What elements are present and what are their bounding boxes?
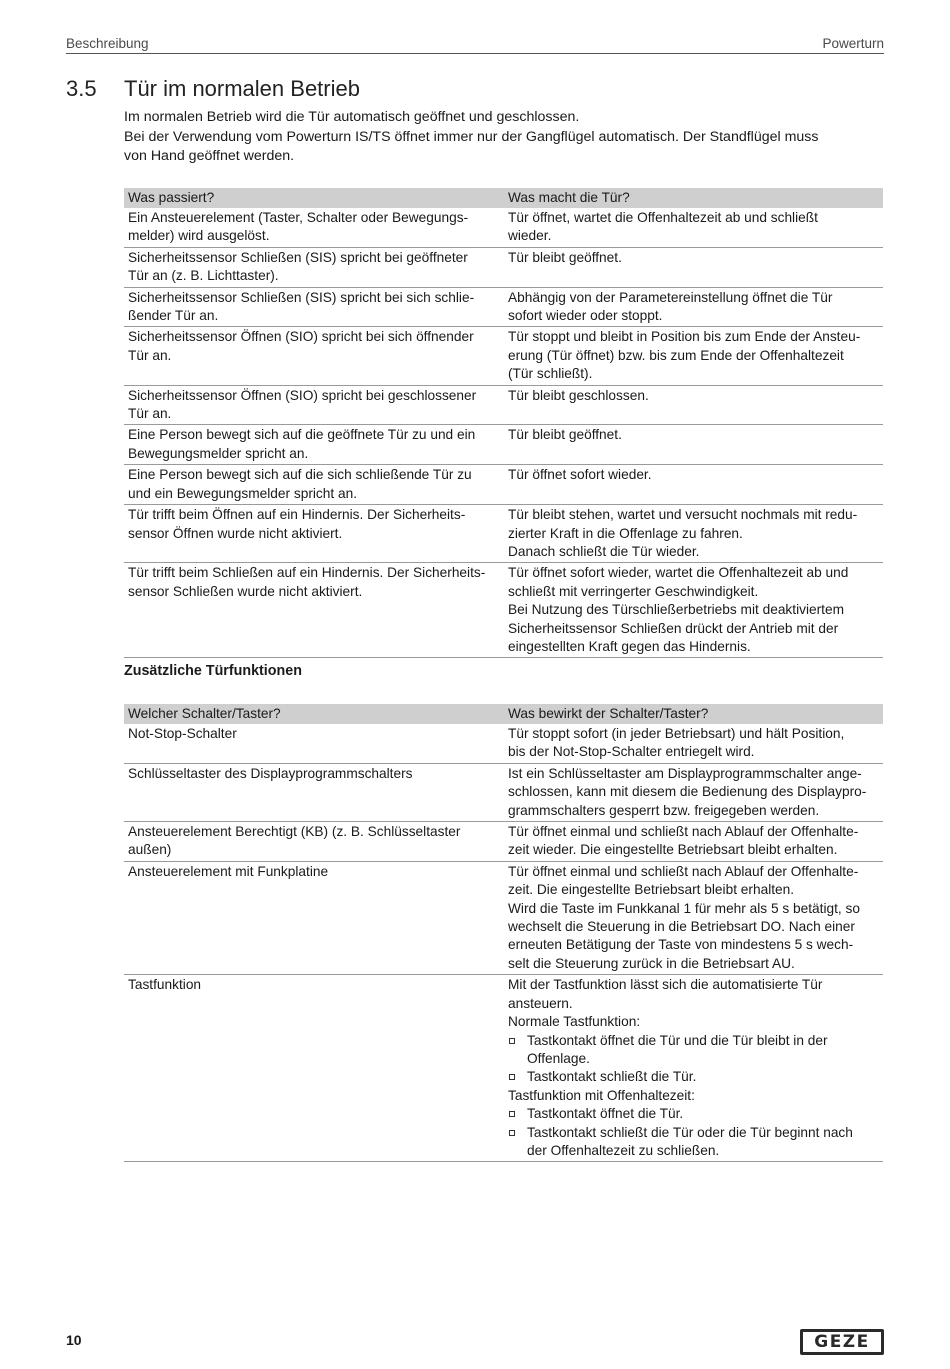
table-cell: [124, 563, 504, 658]
intro-line: Im normalen Betrieb wird die Tür automatisch geöffnet und geschlossen.: [124, 109, 580, 125]
cell-line: selt die Steuerung zurück in die Betriebsart AU.: [508, 955, 795, 971]
table-row: [124, 861, 883, 974]
table-row: [124, 465, 883, 505]
table-cell: [504, 975, 883, 1162]
cell-line: ansteuern.: [508, 995, 573, 1011]
logo-text: GEZE: [814, 1332, 870, 1352]
cell-line: Tür stoppt und bleibt in Position bis zum Ende der Ansteu-: [508, 329, 861, 345]
subheading: Zusätzliche Türfunktionen: [124, 663, 302, 679]
cell-line: Tür öffnet einmal und schließt nach Ablauf der Offenhalte-: [508, 863, 859, 879]
table-cell: [124, 247, 504, 287]
table-cell: [124, 208, 504, 247]
cell-line: Tür öffnet, wartet die Offenhaltezeit ab und schließt: [508, 210, 818, 225]
table-cell: [124, 822, 504, 862]
table-cell: [124, 505, 504, 563]
table-cell: [504, 247, 883, 287]
functions-table: [124, 704, 883, 1162]
table-row: [124, 505, 883, 563]
table-cell: [124, 861, 504, 974]
cell-line: Tür an (z. B. Lichttaster).: [128, 268, 279, 284]
cell-line: sensor Öffnen wurde nicht aktiviert.: [128, 525, 343, 541]
list-item-text: Tastkontakt schließt die Tür.: [527, 1069, 697, 1085]
table-cell: [504, 465, 883, 505]
cell-line: Tür bleibt geschlossen.: [508, 387, 649, 403]
cell-line: Bei Nutzung des Türschließerbetriebs mit deaktiviertem: [508, 602, 844, 618]
cell-line: wechselt die Steuerung in die Betriebsart DO. Nach einer: [508, 919, 855, 935]
table-cell: [504, 724, 883, 763]
cell-line: eingestellten Kraft gegen das Hindernis.: [508, 638, 751, 654]
table-cell: [504, 763, 883, 821]
table-cell: [124, 327, 504, 385]
cell-line: erung (Tür öffnet) bzw. bis zum Ende der Offenhaltezeit: [508, 347, 844, 363]
cell-line: Sicherheitssensor Schließen (SIS) spricht bei geöffneter: [128, 249, 468, 265]
table-row: [124, 724, 883, 763]
section-heading: [66, 76, 360, 102]
cell-line: Sicherheitssensor Schließen (SIS) spricht bei sich schlie-: [128, 289, 475, 305]
page-header: [66, 34, 884, 54]
column-header: Was passiert?: [124, 188, 504, 208]
table-row: [124, 563, 883, 658]
cell-line: Tür bleibt stehen, wartet und versucht nochmals mit redu-: [508, 507, 858, 523]
list-item: [508, 1124, 879, 1161]
cell-line: Ansteuerelement Berechtigt (KB) (z. B. Schlüsseltaster: [128, 824, 461, 840]
table-cell: [124, 287, 504, 327]
table-row: [124, 287, 883, 327]
cell-line: Ein Ansteuerelement (Taster, Schalter oder Bewegungs-: [128, 210, 469, 225]
column-header: Was bewirkt der Schalter/Taster?: [504, 704, 883, 724]
table-cell: [504, 385, 883, 425]
cell-line: Tür stoppt sofort (in jeder Betriebsart) und hält Position,: [508, 726, 845, 741]
table-cell: [124, 425, 504, 465]
table-row: [124, 822, 883, 862]
cell-line: Eine Person bewegt sich auf die sich schließende Tür zu: [128, 467, 472, 483]
cell-line: Schlüsseltaster des Displayprogrammschalters: [128, 765, 413, 781]
table-cell: [124, 724, 504, 763]
list-item-text: Tastkontakt öffnet die Tür und die Tür bleibt in der: [527, 1032, 828, 1048]
table-row: [124, 763, 883, 821]
header-chapter: Beschreibung: [66, 36, 149, 51]
table-row: [124, 208, 883, 247]
intro-paragraph: [124, 108, 884, 167]
table-cell: [504, 208, 883, 247]
table-row: [124, 247, 883, 287]
table-cell: [124, 763, 504, 821]
cell-line: Tür an.: [128, 406, 172, 422]
cell-line: Tür öffnet sofort wieder, wartet die Offenhaltezeit ab und: [508, 565, 849, 581]
cell-line: wieder.: [508, 228, 552, 244]
list-item-text: Offenlage.: [527, 1050, 590, 1066]
cell-line: Ansteuerelement mit Funkplatine: [128, 863, 329, 879]
cell-line: Tür trifft beim Schließen auf ein Hindernis. Der Sicherheits-: [128, 565, 486, 581]
table-row: [124, 327, 883, 385]
table-row: [124, 425, 883, 465]
cell-line: Tür bleibt geöffnet.: [508, 427, 622, 443]
list-item: [508, 1105, 879, 1123]
cell-line: schließt mit verringerter Geschwindigkeit.: [508, 583, 759, 599]
table-cell: [504, 563, 883, 658]
intro-line: Bei der Verwendung vom Powerturn IS/TS öffnet immer nur der Gangflügel automatisch. Der Standflügel muss: [124, 128, 819, 145]
table-header-row: [124, 704, 883, 724]
cell-line: (Tür schließt).: [508, 366, 593, 382]
page-number: 10: [66, 1332, 82, 1348]
table-header-row: [124, 188, 883, 208]
cell-line: Tastfunktion: [128, 977, 202, 993]
square-bullet-icon: [509, 1130, 515, 1136]
square-bullet-icon: [509, 1111, 515, 1117]
square-bullet-icon: [509, 1038, 515, 1044]
list-item: [508, 1032, 879, 1069]
cell-line: Sicherheitssensor Schließen drückt der Antrieb mit der: [508, 620, 839, 636]
cell-line: Ist ein Schlüsseltaster am Displayprogrammschalter ange-: [508, 765, 862, 781]
cell-line: zierter Kraft in die Offenlage zu fahren.: [508, 525, 743, 541]
table-cell: [504, 327, 883, 385]
table-cell: [124, 465, 504, 505]
cell-line: außen): [128, 842, 172, 858]
cell-line: bis der Not-Stop-Schalter entriegelt wird.: [508, 744, 755, 760]
table-cell: [504, 425, 883, 465]
cell-line: Tür öffnet einmal und schließt nach Ablauf der Offenhalte-: [508, 824, 859, 840]
cell-line: Tür trifft beim Öffnen auf ein Hindernis. Der Sicherheits-: [128, 507, 466, 523]
cell-line: zeit. Die eingestellte Betriebsart bleibt erhalten.: [508, 882, 795, 898]
list-item: [508, 1068, 879, 1086]
cell-line: Eine Person bewegt sich auf die geöffnete Tür zu und ein: [128, 427, 476, 443]
list-item-text: der Offenhaltezeit zu schließen.: [527, 1142, 720, 1158]
cell-line: grammschalters gesperrt bzw. freigegeben werden.: [508, 802, 820, 818]
cell-line: Sicherheitssensor Öffnen (SIO) spricht bei sich öffnender: [128, 329, 474, 345]
cell-line: Tür an.: [128, 347, 172, 363]
cell-line: Tastfunktion mit Offenhaltezeit:: [508, 1087, 695, 1103]
table-cell: [504, 861, 883, 974]
cell-line: schlossen, kann mit diesem die Bedienung des Displaypro-: [508, 784, 867, 800]
header-product: Powerturn: [822, 36, 884, 51]
column-header: Was macht die Tür?: [504, 188, 883, 208]
cell-line: Normale Tastfunktion:: [508, 1014, 641, 1030]
list-item-text: Tastkontakt schließt die Tür oder die Tür beginnt nach: [527, 1124, 853, 1140]
table-cell: [504, 287, 883, 327]
cell-line: zeit wieder. Die eingestellte Betriebsart bleibt erhalten.: [508, 842, 838, 858]
cell-line: Tür bleibt geöffnet.: [508, 249, 622, 265]
cell-line: Tür öffnet sofort wieder.: [508, 467, 652, 483]
table-cell: [124, 385, 504, 425]
table-row: [124, 975, 883, 1162]
section-number: 3.5: [66, 76, 97, 101]
cell-line: Wird die Taste im Funkkanal 1 für mehr als 5 s betätigt, so: [508, 900, 860, 916]
cell-line: Abhängig von der Parametereinstellung öffnet die Tür: [508, 289, 833, 305]
cell-line: Not-Stop-Schalter: [128, 726, 237, 741]
intro-line: von Hand geöffnet werden.: [124, 148, 295, 164]
section-title: Tür im normalen Betrieb: [124, 76, 360, 101]
table-cell: [504, 822, 883, 862]
cell-line: melder) wird ausgelöst.: [128, 228, 270, 244]
geze-logo: [800, 1329, 884, 1355]
cell-line: und ein Bewegungsmelder spricht an.: [128, 485, 358, 501]
table-row: [124, 385, 883, 425]
list-item-text: Tastkontakt öffnet die Tür.: [527, 1106, 684, 1122]
table-cell: [124, 975, 504, 1162]
cell-line: Bewegungsmelder spricht an.: [128, 445, 309, 461]
cell-line: ßender Tür an.: [128, 308, 219, 324]
cell-line: Sicherheitssensor Öffnen (SIO) spricht bei geschlossener: [128, 387, 477, 403]
cell-line: sensor Schließen wurde nicht aktiviert.: [128, 583, 363, 599]
table-cell: [504, 505, 883, 563]
cell-line: Danach schließt die Tür wieder.: [508, 543, 700, 559]
behavior-table: [124, 188, 883, 658]
cell-line: Mit der Tastfunktion lässt sich die automatisierte Tür: [508, 977, 823, 993]
column-header: Welcher Schalter/Taster?: [124, 704, 504, 724]
cell-line: erneuten Betätigung der Taste von mindestens 5 s wech-: [508, 937, 854, 953]
cell-line: sofort wieder oder stoppt.: [508, 308, 663, 324]
square-bullet-icon: [509, 1074, 515, 1080]
